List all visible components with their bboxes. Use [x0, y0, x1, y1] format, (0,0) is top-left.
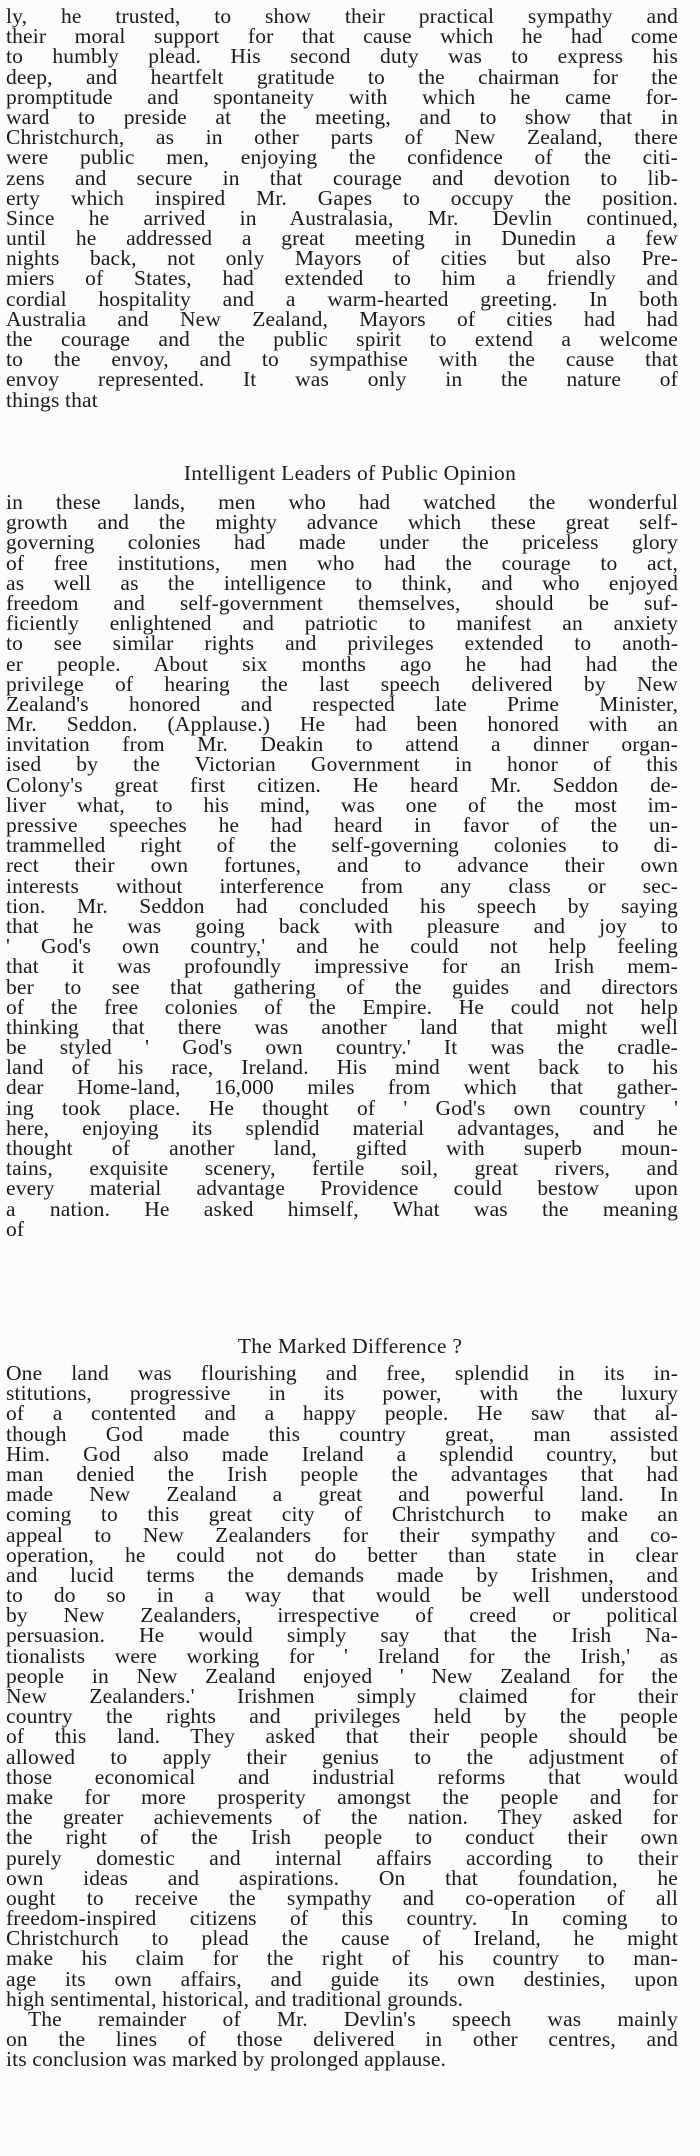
- text-line: to the envoy, and to sympathise with the cause that: [6, 347, 678, 372]
- section-heading-marked-difference: The Marked Difference ?: [237, 1334, 463, 1358]
- text-line: cordial hospitality and a warm-hearted greeting. In both: [6, 286, 678, 311]
- text-line: until he addressed a great meeting in Dunedin a few: [6, 226, 678, 251]
- text-line: Since he arrived in Australasia, Mr. Devlin continued,: [6, 205, 678, 230]
- text-line: a nation. He asked himself, What was the meaning: [6, 1196, 678, 1221]
- text-line: that he was going back with pleasure and joy to: [6, 913, 678, 938]
- text-line: trammelled right of the self-governing colonies to di-: [6, 833, 678, 858]
- text-line: ward to preside at the meeting, and to show that in: [6, 104, 678, 129]
- text-line: coming to this great city of Christchurch to make an: [6, 1502, 678, 1527]
- text-line: operation, he could not do better than state in clear: [6, 1542, 678, 1567]
- text-line: make his claim for the right of his country to man-: [6, 1946, 678, 1971]
- text-line: ised by the Victorian Government in honor of this: [6, 752, 678, 777]
- text-line: the greater achievements of the nation. They asked for: [6, 1805, 678, 1830]
- text-line: liver what, to his mind, was one of the most im-: [6, 792, 678, 817]
- text-line: Him. God also made Ireland a splendid country, but: [6, 1441, 678, 1466]
- text-line: make for more prosperity amongst the people and for: [6, 1784, 678, 1809]
- text-line: persuasion. He would simply say that the Irish Na-: [6, 1623, 678, 1648]
- text-line: miers of States, had extended to him a friendly and: [6, 266, 678, 291]
- text-line: promptitude and spontaneity with which he came for-: [6, 84, 678, 109]
- text-line: thought of another land, gifted with superb moun-: [6, 1136, 678, 1160]
- text-line: of: [6, 1216, 25, 1241]
- text-line: and lucid terms the demands made by Irishmen, and: [6, 1562, 678, 1587]
- text-line: the right of the Irish people to conduct their own: [6, 1825, 678, 1850]
- text-line: tionalists were working for ' Ireland for the Irish,' as: [6, 1643, 678, 1668]
- section-heading-intelligent-leaders: Intelligent Leaders of Public Opinion: [183, 461, 517, 485]
- text-line: tains, exquisite scenery, fertile soil, great rivers, and: [6, 1156, 678, 1181]
- text-line: though God made this country great, man assisted: [6, 1421, 678, 1446]
- text-line: ficiently enlightened and patriotic to manifest an anxiety: [6, 611, 678, 636]
- text-line: deep, and heartfelt gratitude to the chairman for the: [6, 64, 678, 89]
- text-line: envoy represented. It was only in the nature of: [6, 367, 678, 392]
- text-line: as well as the intelligence to think, and who enjoyed: [6, 570, 678, 595]
- text-line: that it was profoundly impressive for an Irish mem-: [6, 954, 678, 979]
- text-line: ly, he trusted, to show their practical sympathy and: [6, 4, 678, 28]
- text-line: be styled ' God's own country.' It was the cradle-: [6, 1035, 678, 1060]
- text-line: by New Zealanders, irrespective of creed or political: [6, 1603, 678, 1628]
- text-line: ing took place. He thought of ' God's own country ': [6, 1095, 678, 1120]
- text-line: allowed to apply their genius to the adjustment of: [6, 1744, 678, 1769]
- text-line: purely domestic and internal affairs according to their: [6, 1845, 678, 1870]
- text-line: thinking that there was another land that might well: [6, 1014, 678, 1039]
- text-line: ' God's own country,' and he could not help feeling: [6, 934, 678, 959]
- text-line: in these lands, men who had watched the wonderful: [6, 490, 678, 514]
- text-line: stitutions, progressive in its power, with the luxury: [6, 1381, 678, 1406]
- text-line: One land was flourishing and free, splendid in its in-: [6, 1361, 678, 1385]
- text-line: to see similar rights and privileges extended to anoth-: [6, 631, 678, 656]
- text-line: every material advantage Providence could bestow upon: [6, 1176, 678, 1201]
- text-line: tion. Mr. Seddon had concluded his speech by saying: [6, 893, 678, 918]
- text-line: freedom-inspired citizens of this country. In coming to: [6, 1906, 678, 1931]
- text-line: high sentimental, historical, and traditional grounds.: [6, 1986, 464, 2011]
- text-line: Christchurch, as in other parts of New Zealand, there: [6, 125, 678, 150]
- text-line: man denied the Irish people the advantages that had: [6, 1461, 678, 1486]
- text-line: governing colonies had made under the priceless glory: [6, 530, 678, 555]
- text-line: its conclusion was marked by prolonged applause.: [6, 2047, 447, 2072]
- text-line: ber to see that gathering of the guides and directors: [6, 974, 678, 999]
- text-line: The remainder of Mr. Devlin's speech was mainly: [28, 2007, 678, 2031]
- text-line: country the rights and privileges held by the people: [6, 1704, 678, 1729]
- article-paragraph-difference: [6, 1363, 678, 2070]
- text-line: privilege of hearing the last speech delivered by New: [6, 671, 678, 696]
- text-line: pressive speeches he had heard in favor of the un-: [6, 813, 678, 837]
- text-line: their moral support for that cause which he had come: [6, 24, 678, 49]
- text-line: made New Zealand a great and powerful land. In: [6, 1482, 678, 1507]
- text-line: to do so in a way that would be well understood: [6, 1583, 678, 1608]
- text-line: things that: [6, 387, 98, 412]
- article-paragraph-opening: [6, 6, 678, 410]
- text-line: erty which inspired Mr. Gapes to occupy the position.: [6, 185, 678, 210]
- text-line: Christchurch to plead the cause of Ireland, he might: [6, 1926, 678, 1951]
- text-line: Colony's great first citizen. He heard Mr. Seddon de-: [6, 772, 678, 797]
- text-line: of a contented and a happy people. He saw that al-: [6, 1401, 678, 1426]
- text-line: Mr. Seddon. (Applause.) He had been honored with an: [6, 712, 678, 737]
- text-line: to humbly plead. His second duty was to express his: [6, 44, 678, 69]
- text-line: of free institutions, men who had the courage to act,: [6, 550, 678, 575]
- text-line: age its own affairs, and guide its own destinies, upon: [6, 1966, 678, 1991]
- text-line: own ideas and aspirations. On that foundation, he: [6, 1865, 678, 1890]
- text-line: land of his race, Ireland. His mind went back to his: [6, 1055, 678, 1080]
- text-line: freedom and self-government themselves, should be suf-: [6, 590, 678, 615]
- text-line: of the free colonies of the Empire. He could not help: [6, 994, 678, 1019]
- text-line: dear Home-land, 16,000 miles from which that gather-: [6, 1075, 678, 1100]
- text-line: were public men, enjoying the confidence of the citi-: [6, 145, 678, 170]
- text-line: Zealand's honored and respected late Prime Minister,: [6, 691, 678, 716]
- text-line: on the lines of those delivered in other centres, and: [6, 2027, 678, 2052]
- text-line: interests without interference from any class or sec-: [6, 873, 678, 898]
- text-line: appeal to New Zealanders for their sympathy and co-: [6, 1522, 678, 1547]
- text-line: ought to receive the sympathy and co-operation of all: [6, 1885, 678, 1910]
- text-line: people in New Zealand enjoyed ' New Zealand for the: [6, 1663, 678, 1688]
- text-line: those economical and industrial reforms that would: [6, 1764, 678, 1789]
- text-line: here, enjoying its splendid material advantages, and he: [6, 1115, 678, 1140]
- article-paragraph-leaders: [6, 492, 678, 1239]
- text-line: growth and the mighty advance which these great self-: [6, 510, 678, 535]
- text-line: invitation from Mr. Deakin to attend a dinner organ-: [6, 732, 678, 757]
- text-line: rect their own fortunes, and to advance their own: [6, 853, 678, 878]
- text-line: the courage and the public spirit to extend a welcome: [6, 327, 678, 351]
- text-line: Australia and New Zealand, Mayors of cities had had: [6, 306, 678, 331]
- text-line: New Zealanders.' Irishmen simply claimed for their: [6, 1684, 678, 1708]
- text-line: zens and secure in that courage and devotion to lib-: [6, 165, 678, 190]
- text-line: nights back, not only Mayors of cities but also Pre-: [6, 246, 678, 271]
- text-line: of this land. They asked that their people should be: [6, 1724, 678, 1749]
- text-line: er people. About six months ago he had had the: [6, 651, 678, 676]
